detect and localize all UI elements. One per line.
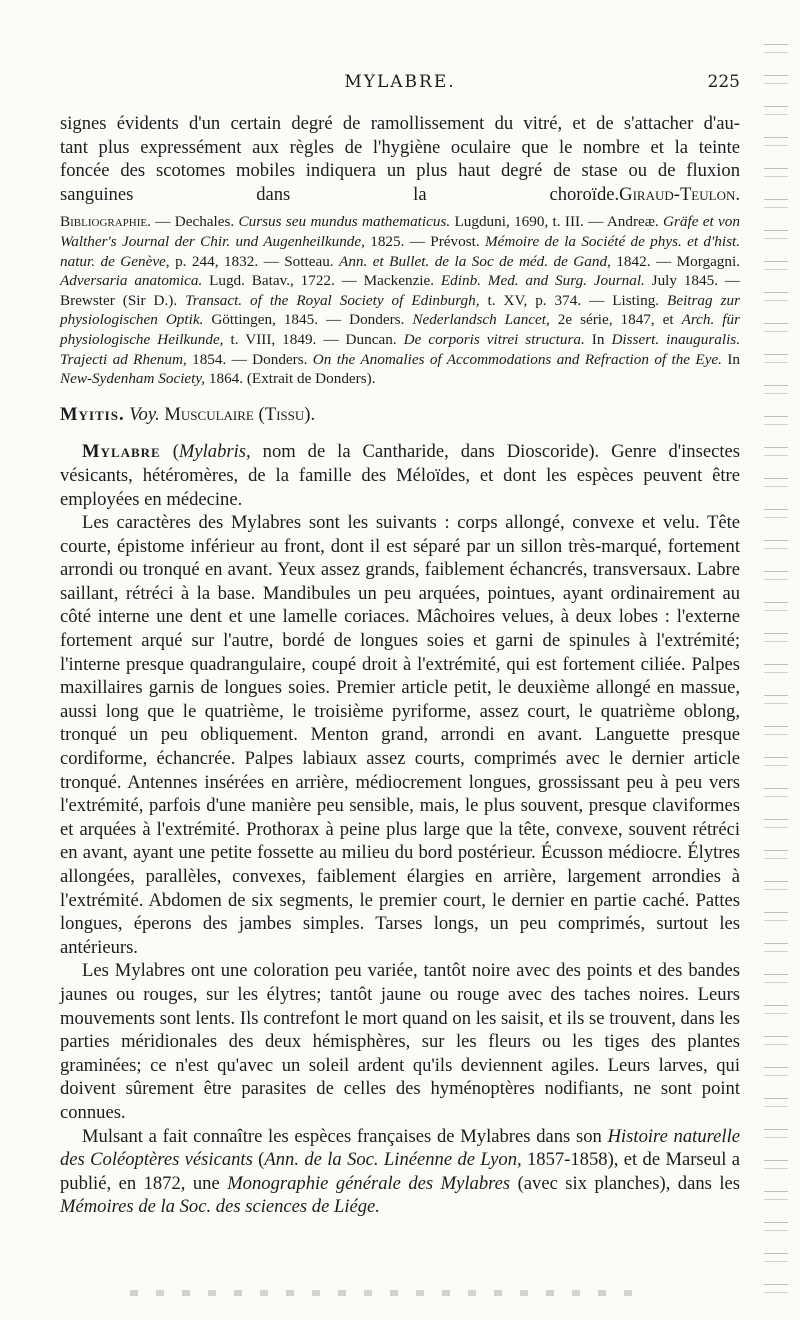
continuation-line: tant plus expressément aux règles de l'hygiène oculaire que le nombre et la teinte bbox=[60, 136, 740, 158]
continuation-line: foncée des scotomes mobiles indiquera un plus haut degré de stase ou de fluxion bbox=[60, 160, 740, 182]
biblio-text: Göttingen, 1845. — Donders. bbox=[203, 311, 413, 329]
entry-headword: Mylabre bbox=[82, 441, 161, 463]
mylabre-characters: Les caractères des Mylabres sont les suivants : corps allongé, convexe et velu. Tête courte, épistome inférieur au front, dont il est séparé par un sillon très-marqué, fortement arrondi ou tronqué en avant. Yeux assez grands, faiblement échancrés, transversaux. Labre saillant, rétréci à la base. Mandibules un peu arquées, pointues, ayant ordinairement au côté interne une dent et une lamelle coriaces. Mâchoires velues, à deux lobes : l'externe fortement arqué sur l'autre, bordé de longues soies et garni de spinules à l'extrémité; l'interne presque quadrangulaire, coupé droit à l'extrémité, qui est fortement ciliée. Palpes maxillaires garnis de longues soies. Premier article petit, le deuxième allongé en massue, aussi long que le quatrième, le troisième pyriforme, assez court, le quatrième oblong, tronqué un peu obliquement. Menton grand, arrondi en avant. Languette presque cordiforme, échancrée. Palpes labiaux assez courts, comprimés avec le dernier article tronqué. Antennes insérées en arrière, médiocrement longues, grossissant peu à peu vers l'extrémité, parfois d'une manière peu sensible, mais, le plus souvent, presque claviformes et arquées à l'extrémité. Prothorax à peine plus large que la tête, convexe, souvent rétréci en avant, ayant une petite fossette au milieu du bord postérieur. Écusson médiocre. Élytres allongées, parallèles, convexes, faiblement élargies en arrière, largement arrondies à l'extrémité. Abdomen de six segments, le premier court, le dernier en partie caché. Pattes longues, éperons des jambes simples. Tarses longs, un peu comprimés, surtout les antérieurs. bbox=[60, 512, 740, 958]
biblio-text: July 1845. — Brewster (Sir D.). bbox=[60, 272, 741, 309]
biblio-title: On the Anomalies of Accommodations and Refraction of the Eye. bbox=[312, 350, 722, 368]
biblio-title: Beitrag zur physiologischen Optik. bbox=[60, 291, 740, 329]
page-header bbox=[60, 72, 740, 100]
biblio-text: t. XV, p. 374. — Listing. bbox=[479, 291, 668, 309]
continuation-paragraph bbox=[60, 112, 740, 206]
continuation-last-line bbox=[60, 183, 740, 207]
entry-headword: Myitis. bbox=[60, 403, 125, 425]
biblio-text: 1864. (Extrait de Donders). bbox=[205, 370, 376, 388]
biblio-title: Edinb. Med. and Surg. Journal. bbox=[440, 272, 645, 290]
biblio-text: Lugd. Batav., 1722. — Mackenzie. bbox=[202, 272, 441, 290]
lit-italic: Histoire naturelle des Coléoptères vésicants bbox=[60, 1125, 740, 1171]
author-signature: Giraud-Teulon. bbox=[619, 183, 740, 205]
biblio-text: 2e série, 1847, et bbox=[549, 311, 682, 329]
lit-italic: Mémoires de la Soc. des sciences de Liége. bbox=[60, 1196, 380, 1218]
continuation-line: signes évidents d'un certain degré de ramollissement du vitré, et de s'attacher d'au- bbox=[60, 113, 740, 134]
intro-italic: Mylabris, bbox=[178, 441, 251, 463]
entry-mylabre bbox=[60, 440, 740, 1219]
entry-myitis bbox=[60, 403, 740, 427]
biblio-text: 1842. — Morgagni. bbox=[610, 252, 741, 270]
lit-text: (avec six planches), dans les bbox=[510, 1172, 741, 1194]
intro-text: nom de la Cantharide, dans Dioscoride). Genre d'insectes vésicants, hétéromères, de la famille des Méloïdes, et dont les espèces peuvent être employées en médecine. bbox=[60, 441, 741, 510]
biblio-title: Cursus seu mundus mathematicus. bbox=[238, 213, 451, 231]
bibliography bbox=[60, 212, 740, 388]
biblio-text: — Dechales. bbox=[150, 213, 239, 231]
voy-label: Voy. bbox=[129, 403, 160, 425]
biblio-title: Adversaria anatomica. bbox=[60, 272, 203, 290]
continuation-last-text: sanguines dans la choroïde. bbox=[60, 183, 620, 205]
scan-edge-marks bbox=[764, 30, 788, 1300]
biblio-title: New-Sydenham Society, bbox=[60, 370, 206, 388]
biblio-title: Gräfe et von Walther's Journal der Chir. und Augenheilkunde, bbox=[60, 213, 740, 250]
running-title: MYLABRE. bbox=[344, 72, 456, 92]
mylabre-coloration: Les Mylabres ont une coloration peu variée, tantôt noire avec des points et des bandes jaunes ou rouges, sur les élytres; tantôt jaune ou rouge avec des taches noires. Leurs mouvements sont lents. Ils contrefont le mort quand on les saisit, et ils se trouvent, dans les parties méridionales des deux hémisphères, sur les fleurs ou les tiges des plantes graminées; ce n'est qu'avec un soleil ardent qu'ils deviennent agiles. Leurs larves, qui doivent sûrement être parasites de celles des hyménoptères nodifiants, ne sont point connues. bbox=[60, 960, 740, 1123]
biblio-text: 1854. — Donders. bbox=[186, 350, 313, 368]
myitis-line bbox=[60, 403, 740, 427]
mylabre-intro bbox=[60, 440, 740, 511]
biblio-title: Transact. of the Royal Society of Edinburgh, bbox=[185, 291, 480, 309]
biblio-title: Arch. für physiologische Heilkunde, bbox=[60, 311, 741, 348]
page-number: 225 bbox=[707, 72, 740, 92]
biblio-title: Dissert. inauguralis. Trajecti ad Rhenum, bbox=[60, 330, 740, 368]
mylabre-literature bbox=[60, 1125, 740, 1219]
biblio-title: Ann. et Bullet. de la Soc de méd. de Gand, bbox=[339, 252, 611, 270]
lit-text: Mulsant a fait connaître les espèces françaises de Mylabres dans son bbox=[82, 1125, 608, 1147]
biblio-title: De corporis vitrei structura. bbox=[403, 330, 585, 348]
lit-italic: Ann. de la Soc. Linéenne de Lyon, bbox=[264, 1149, 522, 1171]
biblio-title: Nederlandsch Lancet, bbox=[412, 311, 550, 329]
lit-text: 1857-1858), et de Marseul a publié, en 1872, une bbox=[60, 1149, 740, 1194]
biblio-text: p. 244, 1832. — Sotteau. bbox=[169, 252, 340, 270]
biblio-text: In bbox=[721, 350, 740, 368]
cross-reference: Musculaire (Tissu). bbox=[164, 403, 316, 425]
biblio-text: 1825. — Prévost. bbox=[364, 232, 485, 250]
bleed-through-line bbox=[130, 1290, 650, 1296]
biblio-text: t. VIII, 1849. — Duncan. bbox=[223, 330, 404, 348]
lit-italic: Monographie générale des Mylabres bbox=[227, 1172, 511, 1194]
biblio-text: In bbox=[584, 330, 612, 348]
lit-text: ( bbox=[252, 1149, 265, 1171]
biblio-text: Lugduni, 1690, t. III. — Andreæ. bbox=[450, 213, 664, 231]
page-body bbox=[60, 112, 740, 1219]
biblio-title: Mémoire de la Société de phys. et d'hist. natur. de Genève, bbox=[60, 232, 741, 270]
bibliography-label: Bibliographie. bbox=[60, 213, 151, 231]
intro-text: ( bbox=[160, 441, 179, 463]
